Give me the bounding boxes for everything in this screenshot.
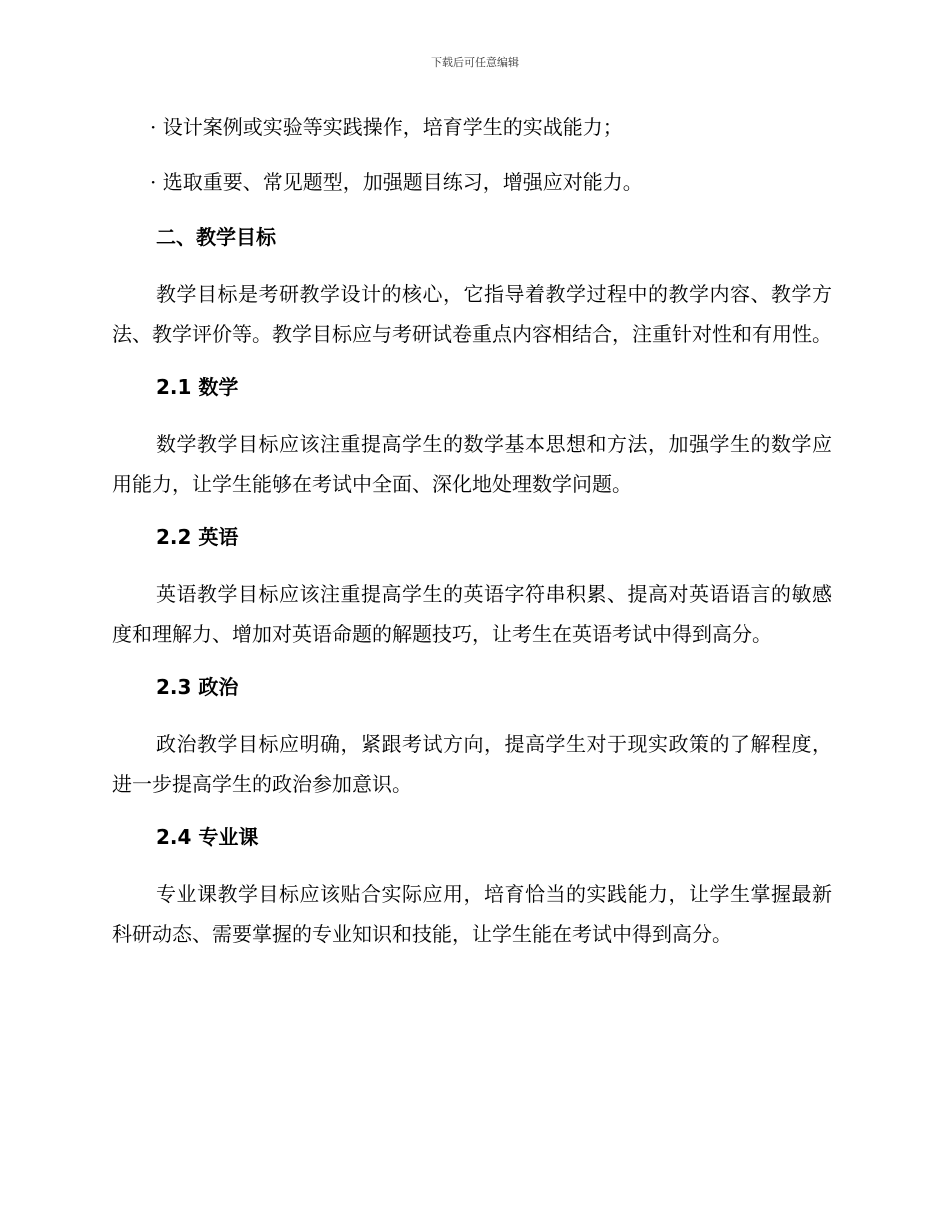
subsection-heading-politics: 2.3 政治: [156, 675, 239, 699]
bullet-item: · 设计案例或实验等实践操作，培育学生的实战能力；: [150, 115, 623, 139]
document-body: [112, 110, 832, 970]
section-heading: 二、教学目标: [156, 225, 276, 249]
subsection-heading-major: 2.4 专业课: [156, 825, 259, 849]
subsection-paragraph-math: 数学教学目标应该注重提高学生的数学基本思想和方法，加强学生的数学应用能力，让学生能够在考试中全面、深化地处理数学问题。: [112, 432, 832, 496]
subsection-paragraph-politics: 政治教学目标应明确，紧跟考试方向，提高学生对于现实政策的了解程度，进一步提高学生的政治参加意识。: [112, 732, 832, 796]
section-intro-paragraph: 教学目标是考研教学设计的核心，它指导着教学过程中的教学内容、教学方法、教学评价等。教学目标应与考研试卷重点内容相结合，注重针对性和有用性。: [112, 282, 832, 346]
subsection-paragraph-english: 英语教学目标应该注重提高学生的英语字符串积累、提高对英语语言的敏感度和理解力、增加对英语命题的解题技巧，让考生在英语考试中得到高分。: [112, 582, 832, 646]
subsection-heading-english: 2.2 英语: [156, 525, 239, 549]
subsection-heading-math: 2.1 数学: [156, 375, 239, 399]
header-note: 下载后可任意编辑: [431, 56, 519, 69]
subsection-paragraph-major: 专业课教学目标应该贴合实际应用，培育恰当的实践能力，让学生掌握最新科研动态、需要掌握的专业知识和技能，让学生能在考试中得到高分。: [112, 882, 832, 946]
bullet-item: · 选取重要、常见题型，加强题目练习，增强应对能力。: [150, 170, 643, 194]
